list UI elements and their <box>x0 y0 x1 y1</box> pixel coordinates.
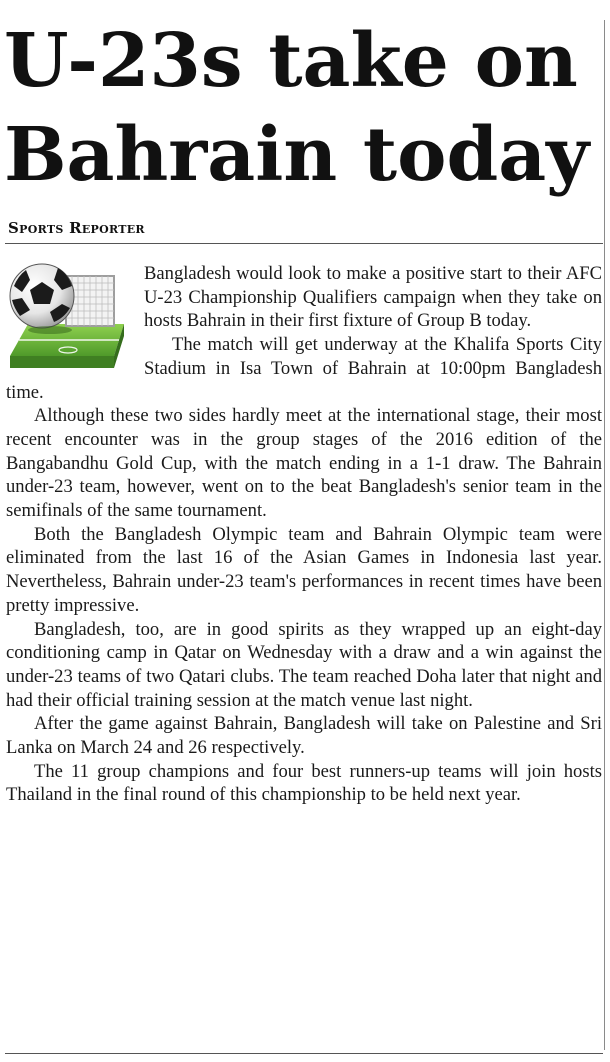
byline: Sports Reporter <box>8 219 145 237</box>
article-paragraph: Bangladesh, too, are in good spirits as they wrapped up an eight-day conditioning camp in Qatar on Wednesday with a draw and a win against the under-23 teams of two Qatari clubs. The team reached Doha later that night and had their official training session at the match venue last night. <box>6 618 602 711</box>
article-paragraph: The 11 group champions and four best runners-up teams will join hosts Thailand in the final round of this championship to be held next year. <box>6 760 602 806</box>
article-body <box>6 262 602 807</box>
byline-divider <box>5 243 603 244</box>
headline-line-1: U-23s take on <box>4 18 578 104</box>
headline <box>4 14 600 202</box>
article-paragraph: Both the Bangladesh Olympic team and Bahrain Olympic team were eliminated from the last 16 of the Asian Games in Indonesia last year. Nevertheless, Bahrain under-23 team's performances in recent times have been pretty impressive. <box>6 523 602 616</box>
article-paragraph: After the game against Bahrain, Bangladesh will take on Palestine and Sri Lanka on March 24 and 26 respectively. <box>6 713 602 759</box>
article-paragraph: The match will get underway at the Khalifa Sports City Stadium in Isa Town of Bahrain at 10:00pm Bangladesh time. <box>6 334 602 403</box>
article-paragraph: Although these two sides hardly meet at the international stage, their most recent encounter was in the group stages of the 2016 edition of the Bangabandhu Gold Cup, with the match ending in a 1-1 draw. The Bahrain under-23 team, however, went on to the beat Bangladesh's senior team in the semifinals of the same tournament. <box>6 405 602 522</box>
column-rule <box>604 20 605 1050</box>
bottom-divider <box>5 1053 603 1054</box>
article-paragraph: Bangladesh would look to make a positive start to their AFC U-23 Championship Qualifiers campaign when they take on hosts Bahrain in their first fixture of Group B today. <box>144 263 602 332</box>
image-float-spacer <box>6 262 144 380</box>
headline-line-2: Bahrain today <box>4 112 590 198</box>
